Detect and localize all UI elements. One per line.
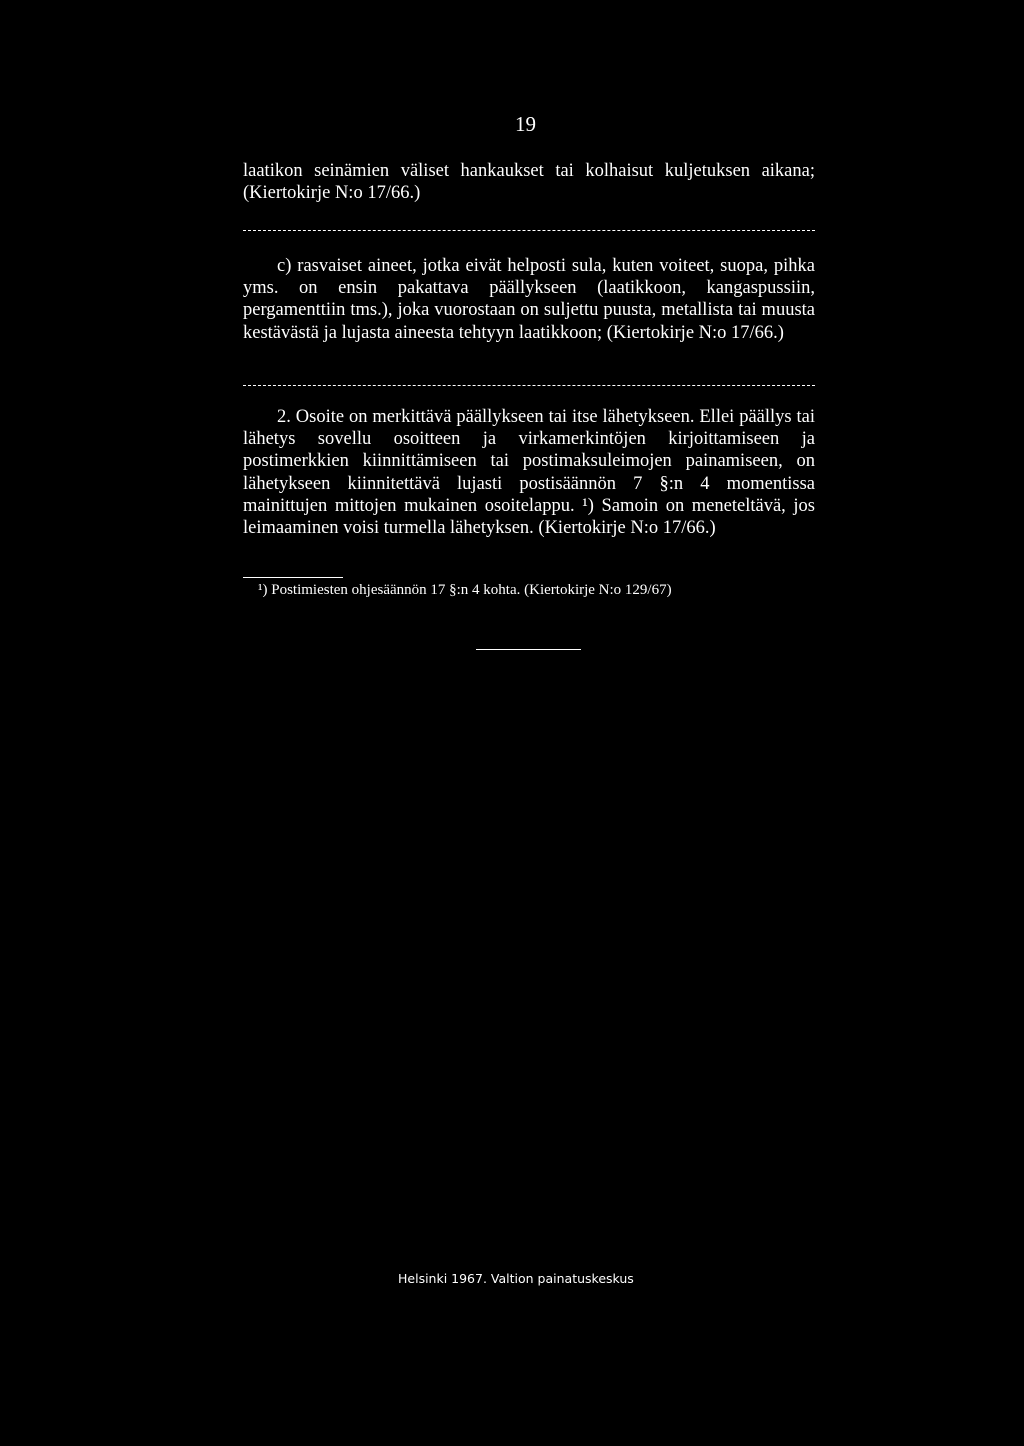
omission-dash-rule: [243, 230, 815, 231]
section-2-text: 2. Osoite on merkittävä päällykseen tai itse lähetykseen. Ellei päällys tai lähetys sovellu osoitteen ja virkamerkintöjen kirjoittamiseen ja postimerkkien kiinnittämiseen tai postimaksuleimojen painamiseen, on lähetykseen kiinnitettävä lujasti postisäännön 7 §:n 4 momentissa mainittujen mittojen mukainen osoitelappu. ¹) Samoin on meneteltävä, jos leimaaminen voisi turmella lähetyksen. (Kiertokirje N:o 17/66.): [243, 407, 815, 539]
section-2-paragraph: [243, 406, 815, 539]
item-c-text: c) rasvaiset aineet, jotka eivät helposti sula, kuten voiteet, suopa, pihka yms. on ensin pakattava päällykseen (laatikkoon, kangaspussiin, pergamenttiin tms.), joka vuorostaan on suljettu puusta, metallista tai muusta kestävästä ja lujasta aineesta tehtyyn laatikkoon; (Kiertokirje N:o 17/66.): [243, 256, 815, 343]
printer-imprint: Helsinki 1967. Valtion painatuskeskus: [398, 1271, 634, 1286]
continuation-text: laatikon seinämien väliset hankaukset tai kolhaisut kuljetuksen aikana; (Kiertokirje N:o 17/66.): [243, 161, 815, 204]
continuation-paragraph: [243, 160, 815, 204]
footnote: ¹) Postimiesten ohjesäännön 17 §:n 4 kohta. (Kiertokirje N:o 129/67): [258, 582, 672, 598]
page-number: 19: [515, 112, 536, 136]
end-rule: [476, 649, 581, 650]
item-c-paragraph: [243, 255, 815, 344]
footnote-separator: [243, 577, 343, 578]
omission-dash-rule: [243, 385, 815, 386]
